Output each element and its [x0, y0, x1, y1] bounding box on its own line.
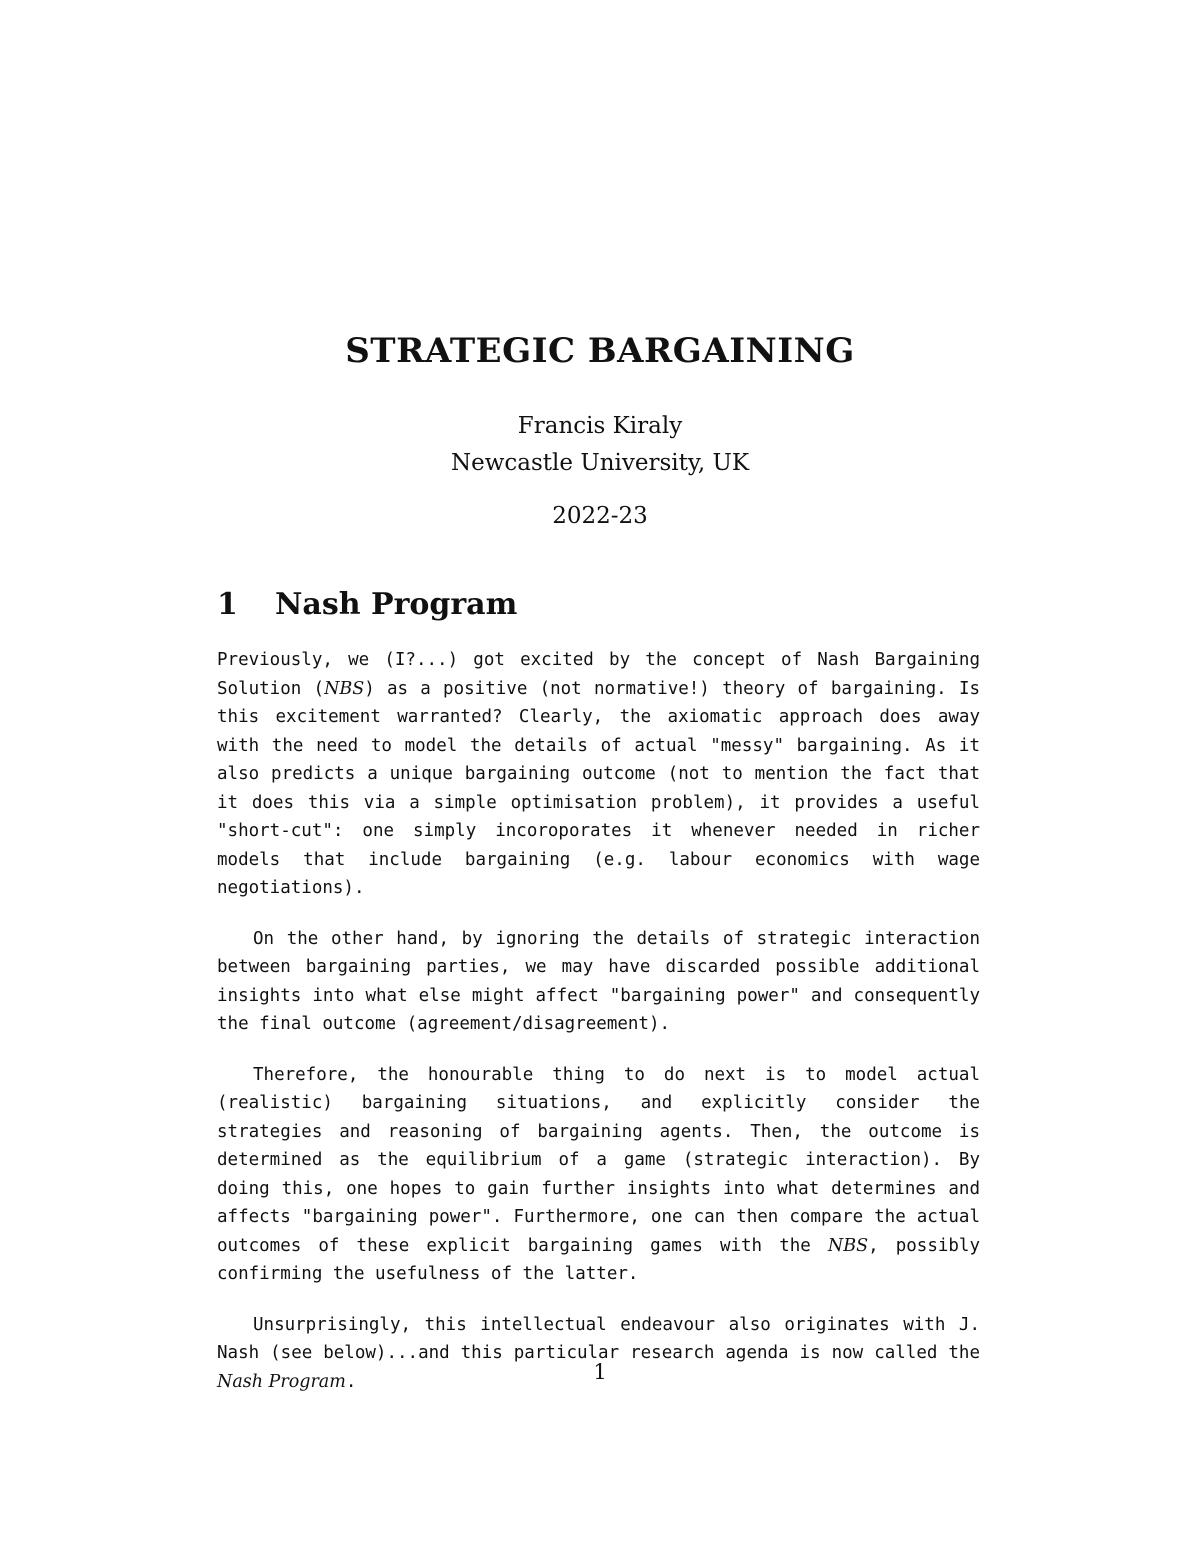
author-affiliation: Newcastle University, UK — [450, 450, 750, 476]
document-date: 2022-23 — [552, 503, 648, 529]
document-title: STRATEGIC BARGAINING — [345, 331, 855, 371]
section-heading — [217, 582, 517, 628]
paragraph-3-text-a: Therefore, the honourable thing to do next is to model actual (realistic) bargaining situations, and explicitly consider the strategies and reasoning of bargaining agents. Then, the outcome is determined as the equilibrium of a game (strategic interaction). By doing this, one hopes to gain further insights into what determines and affects "bargaining power". Furthermore, one can then compare the actual outcomes of these explicit bargaining games with the — [217, 1064, 980, 1256]
author-name: Francis Kiraly — [517, 413, 683, 439]
paragraph-1 — [217, 646, 980, 903]
paragraph-3-text-c: , possibly confirming the usefulness of the latter. — [217, 1235, 980, 1284]
paragraph-1-text-a: Previously, we (I?...) got excited by the concept of Nash Bargaining Solution ( — [217, 650, 980, 699]
paragraph-2: On the other hand, by ignoring the details of strategic interaction between bargaining parties, we may have discarded possible additional insights into what else might affect "bargaining power" and consequently the final outcome (agreement/disagreement). — [217, 928, 980, 1034]
nash-program-term: Nash Program — [217, 1371, 346, 1392]
paragraph-4-text-a: Unsurprisingly, this intellectual endeavour also originates with J. Nash (see below)...and this particular research agenda is now called the — [217, 1314, 980, 1363]
section-number: 1 — [217, 587, 238, 622]
nbs-abbreviation: NBS — [827, 1235, 869, 1256]
page-number: 1 — [593, 1360, 607, 1384]
section-body — [217, 646, 980, 1418]
paragraph-1-text-c: ) as a positive (not normative!) theory of bargaining. Is this excitement warranted? Clearly, the axiomatic approach does away with the need to model the details of actual "messy" bargaining. As it also predicts a unique bargaining outcome (not to mention the fact that it does this via a simple optimisation problem), it provides a useful "short-cut": one simply incoroporates it whenever needed in richer models that include bargaining (e.g. labour economics with wage negotiations). — [217, 678, 981, 898]
section-title: Nash Program — [275, 587, 518, 622]
nbs-abbreviation: NBS — [324, 678, 365, 699]
paragraph-3 — [217, 1061, 980, 1289]
paragraph-4-text-c: . — [345, 1371, 357, 1392]
